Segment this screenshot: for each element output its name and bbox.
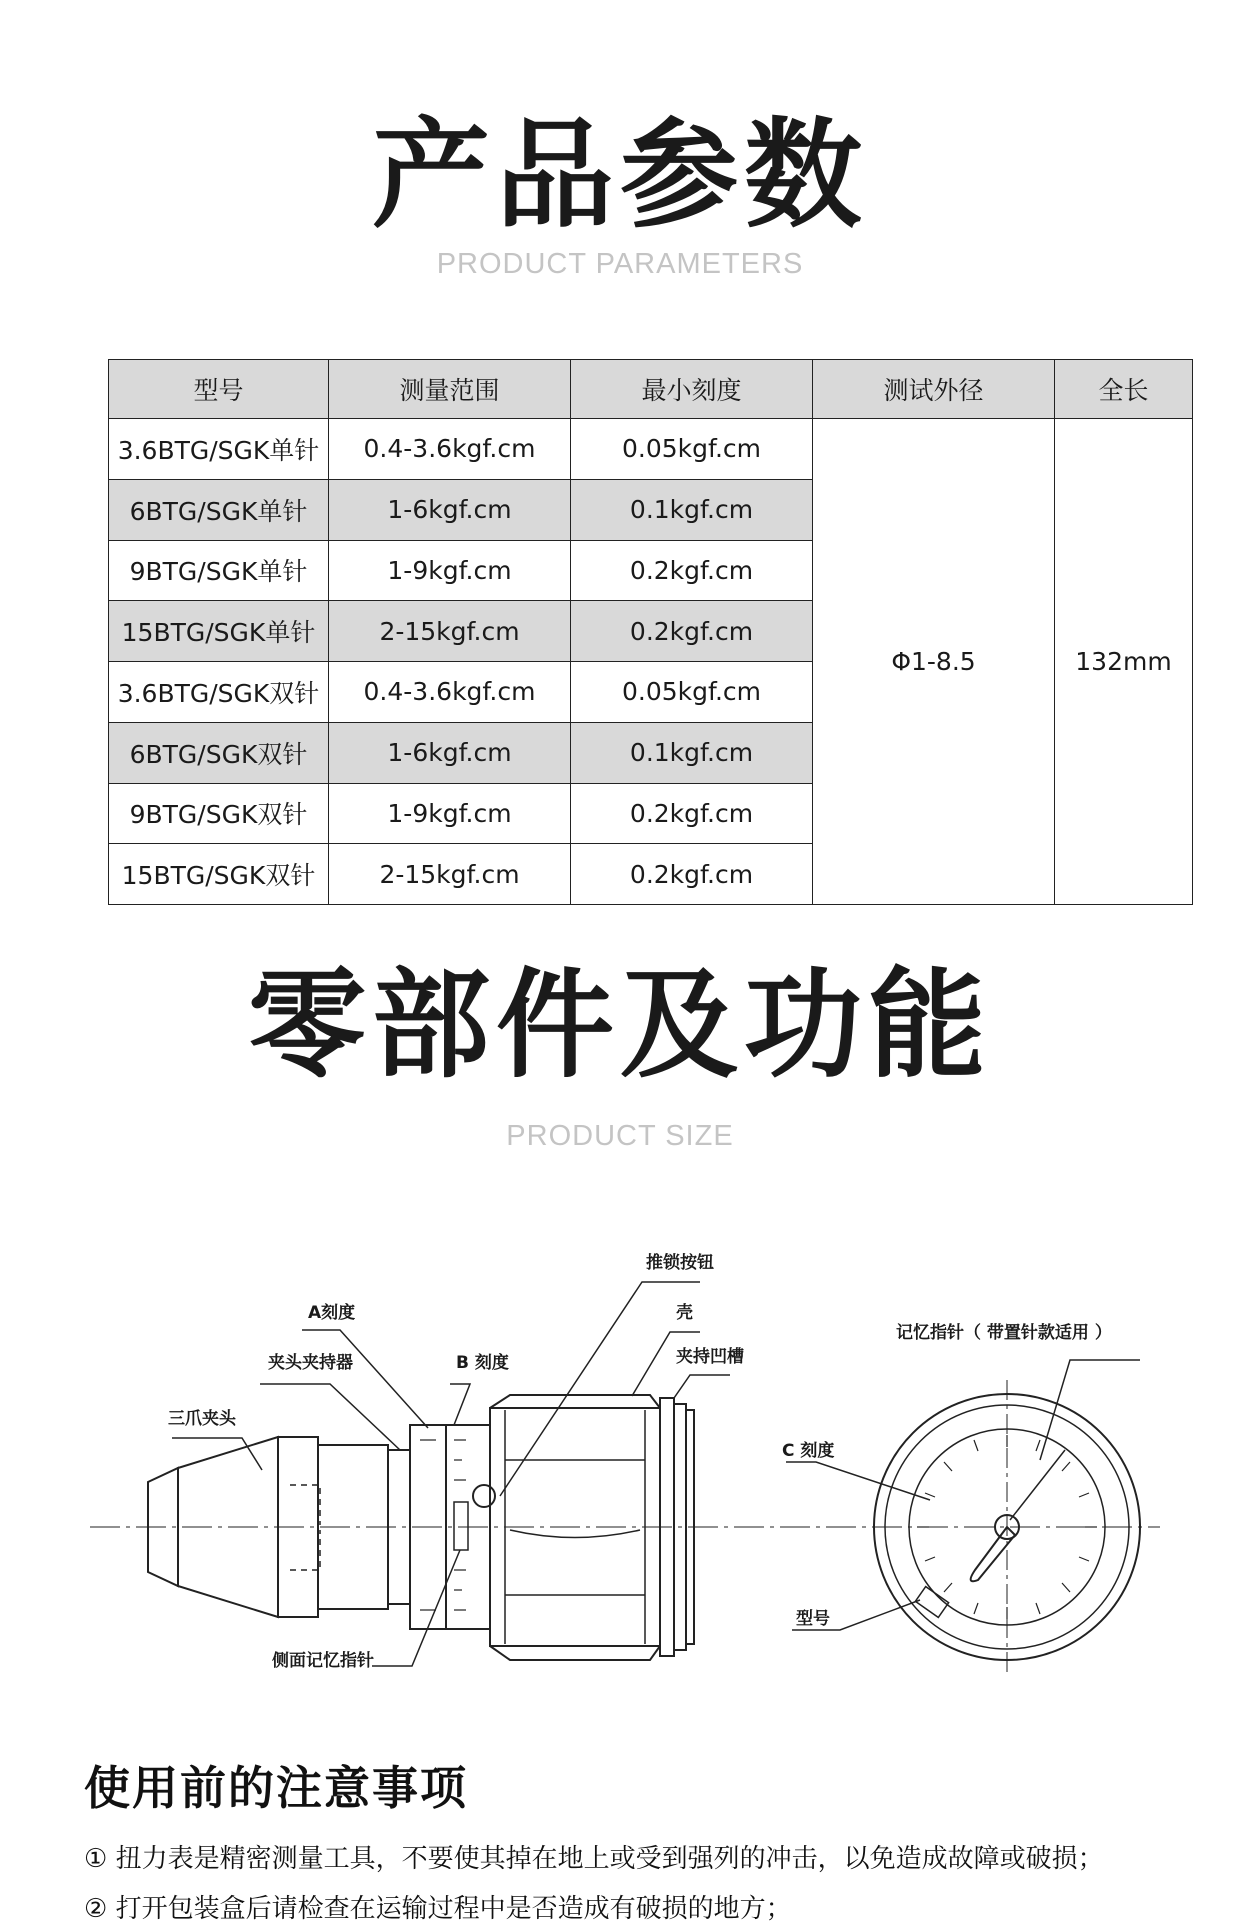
note-item: ① 扭力表是精密测量工具，不要使其掉在地上或受到强列的冲击，以免造成故障或破损； <box>84 1844 1104 1874</box>
label-b-scale: B 刻度 <box>456 1353 509 1373</box>
cell-model: 3.6BTG/SGK单针 <box>109 419 329 480</box>
section-subtitle-parts: PRODUCT SIZE <box>506 1120 734 1152</box>
table-row <box>109 419 1193 480</box>
cell-range: 0.4-3.6kgf.cm <box>329 419 571 480</box>
cell-model: 9BTG/SGK双针 <box>109 783 329 844</box>
header-model: 型号 <box>109 360 329 419</box>
section-subtitle-parameters: PRODUCT PARAMETERS <box>436 248 804 280</box>
label-side-memory: 侧面记忆指针 <box>272 1651 374 1671</box>
parameters-table <box>108 359 1193 905</box>
cell-min-scale: 0.2kgf.cm <box>571 783 813 844</box>
notes-title: 使用前的注意事项 <box>84 1761 468 1815</box>
cell-range: 1-9kgf.cm <box>329 540 571 601</box>
cell-range: 0.4-3.6kgf.cm <box>329 662 571 723</box>
cell-diameter: Φ1-8.5 <box>813 419 1055 905</box>
table-header-row <box>109 360 1193 419</box>
label-push-lock: 推锁按钮 <box>646 1253 714 1273</box>
cell-range: 1-6kgf.cm <box>329 722 571 783</box>
section-title-parameters: 产品参数 <box>371 106 868 244</box>
section-title-parts: 零部件及功能 <box>247 956 992 1094</box>
header-length: 全长 <box>1055 360 1193 419</box>
cell-model: 15BTG/SGK单针 <box>109 601 329 662</box>
header-min-scale: 最小刻度 <box>571 360 813 419</box>
cell-range: 1-6kgf.cm <box>329 479 571 540</box>
cell-min-scale: 0.2kgf.cm <box>571 540 813 601</box>
cell-min-scale: 0.1kgf.cm <box>571 722 813 783</box>
cell-range: 2-15kgf.cm <box>329 601 571 662</box>
push-lock-button <box>473 1485 495 1507</box>
memory-needle <box>1010 1450 1065 1520</box>
label-model: 型号 <box>796 1609 830 1629</box>
cell-length: 132mm <box>1055 419 1193 905</box>
label-chuck-holder: 夹头夹持器 <box>268 1353 353 1373</box>
cell-model: 9BTG/SGK单针 <box>109 540 329 601</box>
parts-diagram <box>0 1200 1240 1700</box>
cell-model: 6BTG/SGK单针 <box>109 479 329 540</box>
cell-min-scale: 0.2kgf.cm <box>571 844 813 905</box>
label-three-jaw: 三爪夹头 <box>168 1409 236 1429</box>
cell-model: 15BTG/SGK双针 <box>109 844 329 905</box>
cell-range: 1-9kgf.cm <box>329 783 571 844</box>
label-shell: 壳 <box>676 1303 693 1323</box>
label-memory-pointer: 记忆指针（ 带置针款适用 ） <box>896 1323 1112 1343</box>
cell-min-scale: 0.2kgf.cm <box>571 601 813 662</box>
cell-min-scale: 0.1kgf.cm <box>571 479 813 540</box>
cell-model: 6BTG/SGK双针 <box>109 722 329 783</box>
cell-min-scale: 0.05kgf.cm <box>571 662 813 723</box>
gauge-needle <box>971 1527 1015 1581</box>
cell-range: 2-15kgf.cm <box>329 844 571 905</box>
cell-min-scale: 0.05kgf.cm <box>571 419 813 480</box>
label-grip-groove: 夹持凹槽 <box>676 1347 744 1367</box>
header-diameter: 测试外径 <box>813 360 1055 419</box>
label-c-scale: C 刻度 <box>782 1441 835 1461</box>
note-item: ② 打开包装盒后请检查在运输过程中是否造成有破损的地方； <box>84 1894 792 1924</box>
side-memory-window <box>454 1502 468 1550</box>
header-range: 测量范围 <box>329 360 571 419</box>
label-a-scale: A刻度 <box>308 1303 356 1323</box>
cell-model: 3.6BTG/SGK双针 <box>109 662 329 723</box>
